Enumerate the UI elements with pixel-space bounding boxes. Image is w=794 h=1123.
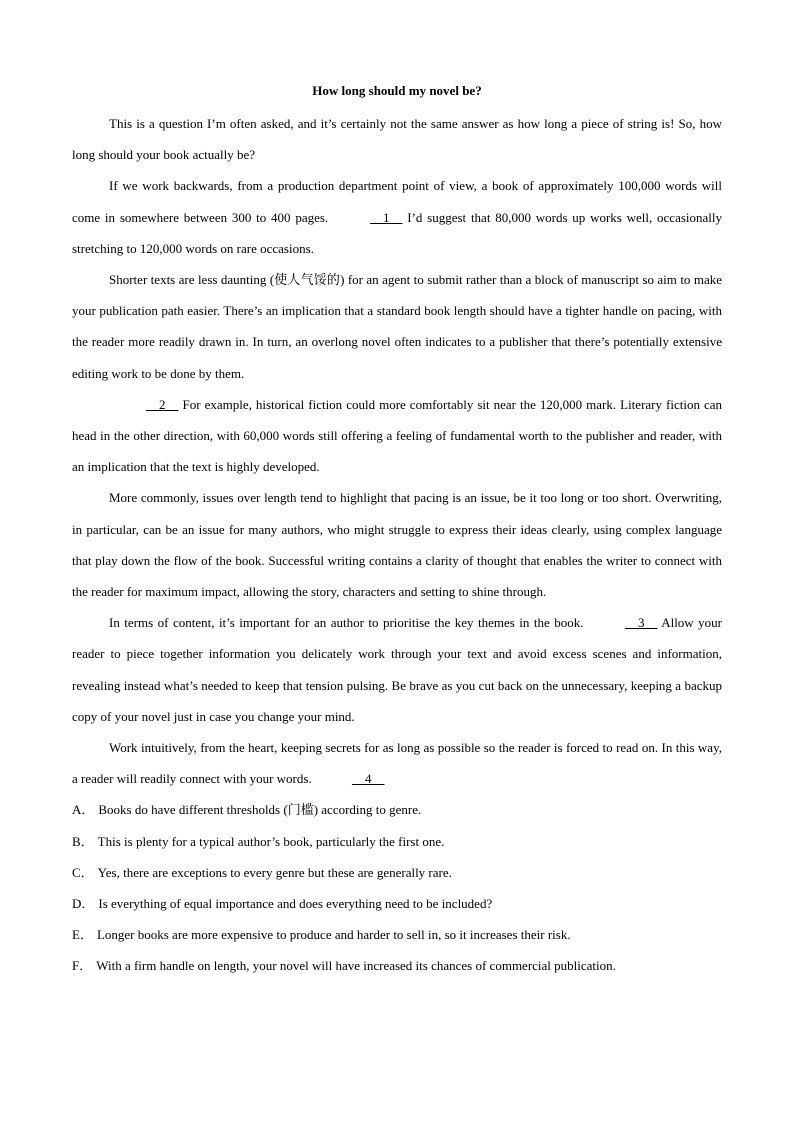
option-text: This is plenty for a typical author’s book, particularly the first one. [97, 833, 445, 849]
option-letter: B． [72, 833, 94, 849]
paragraph-text: Shorter texts are less daunting (使人气馁的) for an agent to submit rather than a block of manuscript so aim to make your publication path easier. There’s an implication that a standard book length should have a tighter handle on pacing, with the reader more readily drawn in. In turn, an overlong novel often indicates to a publisher that there’s potentially extensive editing work to be done by them. [72, 272, 722, 381]
article-title: How long should my novel be? [312, 83, 482, 98]
paragraph-text: More commonly, issues over length tend to highlight that pacing is an issue, be it too long or too short. Overwriting, in particular, can be an issue for many authors, who might struggle to express their ideas clearly, using complex language that play down the flow of the book. Successful writing contains a clarity of thought that enables the writer to connect with the reader for maximum impact, allowing the story, characters and setting to shine through. [72, 490, 722, 600]
option-text: Is everything of equal importance and does everything need to be included? [98, 896, 493, 912]
paragraph-text: For example, historical fiction could more comfortably sit near the 120,000 mark. Literary fiction can head in the other direction, with 60,000 words still offering a feeling of fundamental worth to the publisher and reader, with an implication that the text is highly developed. [72, 396, 722, 475]
paragraph-1 [72, 108, 722, 170]
paragraph-text: Work intuitively, from the heart, keeping secrets for as long as possible so the reader is forced to read on. In this way, a reader will readily connect with your words. [72, 740, 722, 787]
document-page [72, 80, 722, 982]
paragraph-4 [72, 389, 722, 483]
option-b [72, 826, 722, 857]
option-letter: A． [72, 802, 95, 818]
option-c [72, 857, 722, 888]
paragraph-text: I’d suggest that 80,000 words up works well, occasionally stretching to 120,000 words on rare occasions. [72, 209, 723, 256]
blank-1[interactable]: 1 [369, 209, 403, 225]
paragraph-3 [72, 264, 722, 389]
option-d [72, 888, 722, 919]
option-letter: D． [72, 896, 95, 912]
option-letter: F． [72, 958, 93, 974]
option-f [72, 950, 722, 981]
option-letter: E． [72, 927, 93, 943]
option-a [72, 794, 722, 825]
paragraph-5 [72, 482, 722, 607]
blank-3[interactable]: 3 [624, 615, 658, 631]
paragraph-2 [72, 170, 722, 264]
option-text: With a firm handle on length, your novel will have increased its chances of commercial publication. [96, 958, 616, 974]
paragraph-text: Allow your reader to piece together information you delicately work through your text and avoid excess scenes and information, revealing instead what’s needed to keep that tension pulsing. Be brave as you cut back on the unnecessary, keeping a backup copy of your novel just in case you change your mind. [72, 615, 722, 724]
paragraph-text: If we work backwards, from a production department point of view, a book of approximately 100,000 words will come in somewhere between 300 to 400 pages. [72, 178, 722, 225]
blank-4[interactable]: 4 [351, 771, 385, 787]
option-text: Longer books are more expensive to produce and harder to sell in, so it increases their risk. [96, 927, 571, 943]
option-text: Books do have different thresholds (门槛) according to genre. [98, 802, 422, 818]
options-list [72, 794, 722, 981]
paragraph-7 [72, 732, 722, 794]
paragraph-text: This is a question I’m often asked, and it’s certainly not the same answer as how long a piece of string is! So, how long should your book actually be? [72, 116, 722, 163]
option-letter: C． [72, 864, 94, 880]
paragraph-text: In terms of content, it’s important for an author to prioritise the key themes in the book. [109, 615, 588, 631]
blank-2[interactable]: 2 [146, 396, 179, 412]
paragraph-6 [72, 607, 722, 732]
option-text: Yes, there are exceptions to every genre but these are generally rare. [97, 864, 452, 880]
option-e [72, 919, 722, 950]
